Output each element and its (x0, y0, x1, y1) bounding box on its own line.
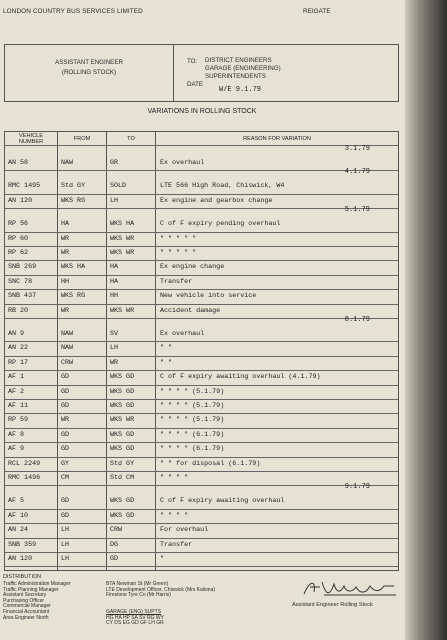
table-row (5, 509, 398, 510)
distribution-list-left (3, 582, 71, 621)
cell-vehicle: AN 22 (8, 344, 29, 353)
cell-to: WKS GD (110, 497, 135, 506)
cell-reason: Accident damage (160, 306, 221, 315)
table-row (5, 457, 398, 458)
cell-from: GD (61, 373, 70, 382)
cell-vehicle: AF 9 (8, 445, 25, 454)
garage-supts-heading: GARAGE (ENG) SUPTS (106, 609, 162, 615)
column-header-reason: REASON FOR VARIATION (243, 136, 311, 142)
table-row (5, 370, 398, 371)
cell-reason: " " for disposal (6.1.79) (160, 459, 261, 468)
cell-from: LH (61, 540, 70, 549)
variations-table (4, 131, 399, 571)
cell-from: HH (61, 277, 70, 286)
cell-reason: New vehicle into service (160, 292, 257, 301)
cell-vehicle: RP 59 (8, 416, 29, 425)
cell-from: NAW (61, 159, 74, 167)
cell-to: WKS GD (110, 373, 135, 382)
table-row (5, 232, 398, 233)
cell-to: Std GY (110, 459, 135, 468)
distribution-item: Purchasing Officer (3, 597, 45, 604)
table-row (5, 341, 398, 342)
cell-to: SOLD (110, 182, 127, 191)
cell-vehicle: AN 120 (8, 196, 33, 205)
distribution-item: Assistant Secretary (3, 592, 47, 599)
cell-vehicle: RMC 1496 (8, 474, 41, 482)
location: REIGATE (303, 8, 331, 15)
cell-from: WR (61, 249, 70, 257)
cell-from: WKS RG (61, 196, 86, 205)
cell-vehicle: AF 1 (8, 373, 25, 382)
cell-to: SV (110, 330, 119, 338)
cell-reason: Ex engine and gearbox change (160, 196, 273, 205)
cell-vehicle: AF 2 (8, 387, 25, 396)
distribution-item: LTE Development Officer, Chiswick (Mrs Kaliona) (106, 586, 216, 593)
cell-from: GD (61, 430, 70, 439)
cell-to: GD (110, 555, 119, 563)
garage-codes-line-1: HG HA HP SA SV RG WY (106, 614, 164, 621)
column-header-to: TO (127, 136, 135, 142)
date-value: W/E 9.1.79 (219, 86, 262, 94)
distribution-item: Commercial Manager (3, 603, 51, 610)
cell-to: WR (110, 358, 119, 367)
cell-vehicle: SNB 437 (8, 292, 37, 301)
cell-from: WR (61, 306, 70, 315)
column-header-from: FROM (73, 136, 91, 142)
cell-to: WKS GD (110, 387, 135, 396)
table-row (5, 471, 398, 472)
page-edge-shadow (405, 0, 447, 640)
garage-supts-block (106, 610, 164, 627)
cell-reason: Ex engine change (160, 263, 225, 272)
distribution-item: Area Engineer North (3, 614, 49, 621)
table-row (5, 385, 398, 386)
cell-to: DG (110, 540, 119, 549)
cell-vehicle: RCL 2249 (8, 459, 41, 468)
date-heading: 5.1.79 (344, 206, 370, 215)
cell-reason: " " " " " (160, 234, 197, 243)
cell-vehicle: RP 17 (8, 358, 29, 367)
cell-reason: " " " " (5.1.79) (160, 387, 225, 396)
cell-to: WKS WR (110, 306, 135, 315)
from-box (5, 45, 174, 101)
cell-reason: " (160, 555, 165, 563)
cell-to: LH (110, 196, 119, 205)
cell-reason: C of F expiry awaiting overhaul (4.1.79) (160, 373, 321, 382)
date-heading: 9.1.79 (344, 483, 370, 492)
cell-from: GD (61, 497, 70, 506)
cell-vehicle: AF 8 (8, 430, 25, 439)
to-line-2: GARAGE (ENGINEERING) (205, 65, 281, 72)
cell-reason: Transfer (160, 277, 193, 286)
cell-from: GD (61, 511, 70, 520)
signature-caption: Assistant Engineer Rolling Stock (292, 602, 373, 608)
cell-to: HA (110, 263, 119, 272)
cell-to: WKS WR (110, 234, 135, 243)
cell-reason: " " " " (5.1.79) (160, 416, 225, 425)
cell-reason: Ex overhaul (160, 330, 205, 338)
cell-vehicle: RP 56 (8, 220, 29, 229)
signature (300, 576, 400, 600)
cell-to: WKS WR (110, 416, 135, 425)
distribution-list-right (106, 582, 215, 599)
cell-to: WKS GD (110, 402, 135, 410)
cell-reason: " " (160, 358, 173, 367)
cell-from: LH (61, 526, 70, 535)
cell-from: LH (61, 555, 70, 563)
cell-to: WKS GD (110, 430, 135, 439)
date-label: DATE (187, 81, 204, 88)
cell-from: CM (61, 474, 70, 482)
cell-reason: C of F expiry awaiting overhaul (160, 497, 285, 506)
cell-vehicle: SNC 78 (8, 277, 33, 286)
cell-from: GD (61, 402, 70, 410)
cell-reason: " " " " (160, 474, 189, 482)
memo-header-box (4, 44, 399, 102)
cell-from: WR (61, 234, 70, 243)
cell-vehicle: AN 24 (8, 526, 29, 535)
table-row (5, 304, 398, 305)
to-line-1: DISTRICT ENGINEERS (205, 57, 272, 64)
cell-vehicle: SNB 269 (8, 263, 37, 272)
cell-reason: LTE 566 High Road, Chiswick, W4 (160, 182, 285, 191)
cell-from: NAW (61, 344, 74, 353)
garage-codes-line-2: CY DS EG GD GF LH GR (106, 620, 164, 627)
cell-reason: C of F expiry pending overhaul (160, 220, 281, 229)
cell-to: GR (110, 159, 119, 167)
column-header-vehicle: VEHICLE NUMBER (18, 133, 44, 145)
cell-to: WKS HA (110, 220, 135, 229)
cell-from: HA (61, 220, 70, 229)
cell-reason: " " " " (160, 511, 189, 520)
table-row (5, 289, 398, 290)
table-row (5, 442, 398, 443)
cell-vehicle: SNB 359 (8, 540, 37, 549)
cell-from: NAW (61, 330, 74, 338)
distribution-item: Firestone Tyre Co (Mr Harris) (106, 592, 171, 599)
cell-from: GD (61, 445, 70, 454)
cell-to: HA (110, 277, 119, 286)
table-row (5, 399, 398, 400)
distribution-item: BTA Newman St (Mr Green) (106, 581, 169, 587)
table-row (5, 538, 398, 539)
cell-to: CRW (110, 526, 123, 535)
cell-vehicle: RMC 1495 (8, 182, 41, 191)
cell-from: CRW (61, 358, 74, 367)
cell-reason: " " (160, 344, 173, 353)
cell-from: GY (61, 459, 70, 468)
table-row (5, 428, 398, 429)
cell-to: Std CM (110, 474, 135, 482)
table-row (5, 413, 398, 414)
cell-from: WKS HA (61, 263, 86, 272)
to-line-3: SUPERINTENDENTS (205, 73, 266, 80)
cell-vehicle: AN 58 (8, 159, 29, 167)
table-row (5, 523, 398, 524)
table-title: VARIATIONS IN ROLLING STOCK (147, 108, 257, 115)
cell-from: Std GY (61, 182, 86, 191)
cell-to: WKS GD (110, 445, 135, 454)
to-label: TO: (187, 58, 198, 65)
from-line-2: (ROLLING STOCK) (61, 69, 117, 76)
company-name: LONDON COUNTRY BUS SERVICES LIMITED (3, 8, 143, 15)
cell-vehicle: RP 62 (8, 249, 29, 257)
table-row (5, 246, 398, 247)
cell-to: WKS WR (110, 249, 135, 257)
cell-from: GD (61, 387, 70, 396)
cell-reason: For overhaul (160, 526, 209, 535)
cell-vehicle: RP 60 (8, 234, 29, 243)
table-row (5, 194, 398, 195)
cell-reason: " " " " " (160, 249, 197, 257)
cell-vehicle: AF 11 (8, 402, 29, 410)
cell-from: WKS RG (61, 292, 86, 301)
table-row (5, 356, 398, 357)
distribution-item: Financial Accountant (3, 608, 50, 615)
cell-reason: " " " " (6.1.79) (160, 445, 225, 454)
date-heading: 8.1.79 (344, 316, 370, 324)
cell-vehicle: RB 20 (8, 306, 29, 315)
cell-vehicle: AF 5 (8, 497, 25, 506)
cell-to: WKS GD (110, 511, 135, 520)
cell-to: HH (110, 292, 119, 301)
table-row (5, 170, 398, 171)
cell-vehicle: AN 120 (8, 555, 33, 563)
distribution-heading: DISTRIBUTION (3, 574, 42, 580)
table-row (5, 552, 398, 553)
table-row (5, 260, 398, 261)
table-row (5, 318, 398, 319)
cell-vehicle: AF 10 (8, 511, 29, 520)
cell-reason: " " " " (6.1.79) (160, 430, 225, 439)
distribution-item: Traffic Administration Manager (3, 581, 71, 587)
date-heading: 3.1.79 (344, 145, 370, 153)
table-row (5, 208, 398, 209)
cell-reason: Ex overhaul (160, 159, 205, 167)
cell-reason: " " " " (5.1.79) (160, 402, 225, 410)
cell-from: WR (61, 416, 70, 425)
cell-reason: Transfer (160, 540, 193, 549)
table-row (5, 275, 398, 276)
date-heading: 4.1.79 (344, 168, 370, 177)
table-row (5, 485, 398, 486)
distribution-item: Traffic Planning Manager (3, 586, 59, 593)
table-row (5, 566, 398, 567)
cell-vehicle: AN 9 (8, 330, 25, 338)
cell-to: LH (110, 344, 119, 353)
from-line-1: ASSISTANT ENGINEER (55, 59, 123, 66)
